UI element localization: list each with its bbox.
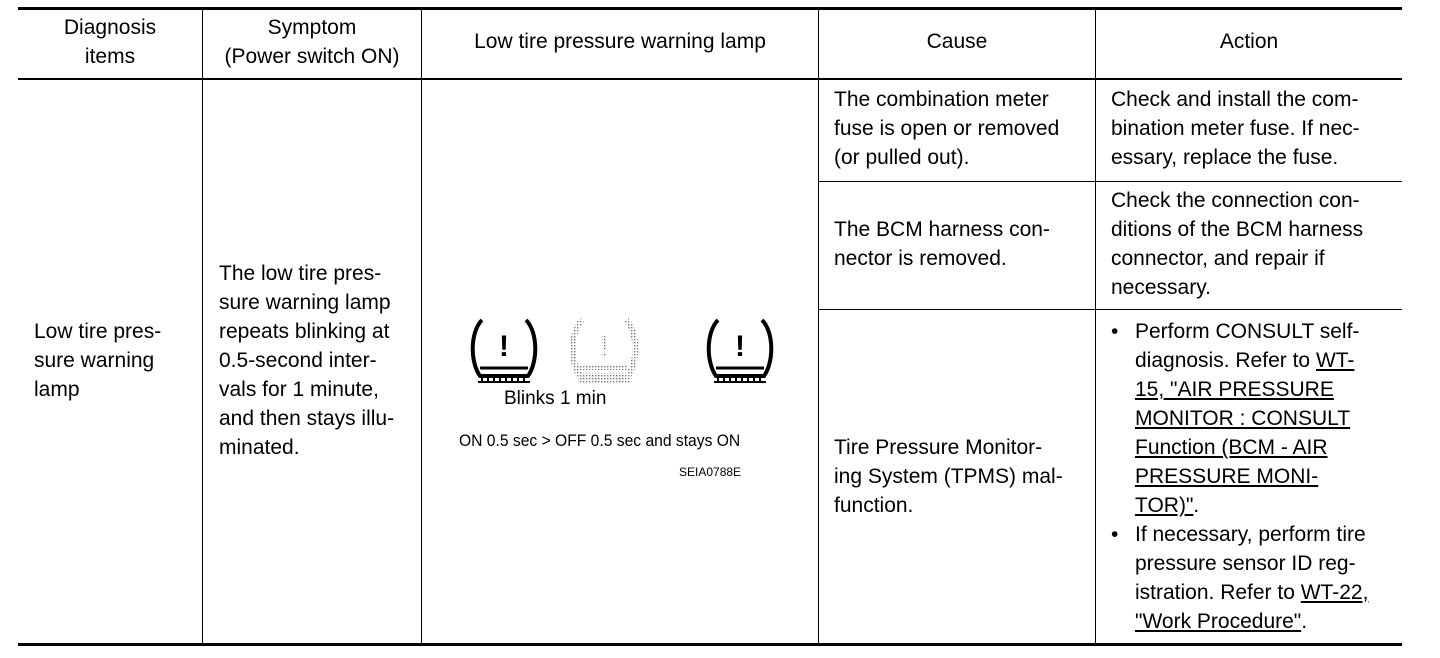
action-text: . [1301, 610, 1308, 633]
symptom-line: 0.5-second inter- [219, 349, 377, 372]
wt15-reference-link[interactable]: TOR)" [1135, 494, 1194, 517]
wt15-reference-link[interactable]: WT- [1315, 349, 1355, 372]
table-bottom-border [18, 643, 1402, 646]
header-symptom-line1: Symptom [267, 16, 357, 39]
column-divider-4 [1095, 8, 1096, 644]
tpms-lamp-off-mark: ! [599, 330, 609, 363]
diagnosis-item-line: sure warning [34, 349, 155, 372]
action-line: necessary. [1111, 276, 1211, 299]
action-bullet-1 [1111, 317, 1401, 520]
action-text: istration. Refer to [1135, 581, 1301, 604]
header-symptom-line2: (Power switch ON) [224, 45, 400, 68]
cause-row-1 [834, 85, 1092, 172]
bullet-mark: • [1111, 320, 1119, 343]
wt15-reference-link[interactable]: MONITOR : CONSULT [1135, 407, 1351, 430]
tpms-lamp-off-icon [573, 320, 636, 380]
action-text: pressure sensor ID reg- [1135, 552, 1356, 575]
action-text: diagnosis. Refer to [1135, 349, 1316, 372]
action-row-1 [1111, 85, 1401, 172]
column-divider-1 [202, 8, 203, 644]
action-text: Perform CONSULT self- [1135, 320, 1360, 343]
wt22-reference-link[interactable]: "Work Procedure" [1135, 610, 1302, 633]
row-divider-1 [818, 181, 1402, 182]
cause-line: function. [834, 494, 914, 517]
row-divider-2 [818, 309, 1402, 310]
header-diagnosis-line2: items [84, 45, 136, 68]
bullet-mark: • [1111, 523, 1119, 546]
column-divider-3 [818, 8, 819, 644]
header-lamp: Low tire pressure warning lamp [474, 30, 766, 53]
action-line: connector, and repair if [1111, 247, 1325, 270]
action-text: If necessary, perform tire [1135, 523, 1366, 546]
tpms-lamp-figure [422, 300, 818, 420]
symptom-line: and then stays illu- [219, 407, 395, 430]
header-bottom-border [18, 78, 1402, 80]
header-action: Action [1219, 30, 1279, 53]
action-line: ditions of the BCM harness [1111, 218, 1364, 241]
symptom-line: minated. [219, 436, 300, 459]
cause-line: fuse is open or removed [834, 117, 1060, 140]
table-top-border [18, 7, 1402, 10]
header-symptom [203, 13, 421, 71]
symptom-line: repeats blinking at [219, 320, 390, 343]
cause-line: nector is removed. [834, 247, 1007, 270]
header-diagnosis-line1: Diagnosis [63, 16, 157, 39]
symptom-line: vals for 1 minute, [219, 378, 379, 401]
header-diagnosis-items [18, 13, 202, 71]
tpms-lamp-stays-on-icon [709, 320, 772, 382]
cause-line: ing System (TPMS) mal- [834, 465, 1063, 488]
action-bullet-2 [1111, 520, 1401, 636]
cause-row-2 [834, 215, 1092, 273]
symptom-cell [219, 259, 419, 462]
diagnosis-item-line: Low tire pres- [34, 320, 162, 343]
wt22-reference-link[interactable]: WT-22, [1300, 581, 1369, 604]
action-row-3 [1111, 317, 1401, 636]
cause-line: The BCM harness con- [834, 218, 1050, 241]
action-line: essary, replace the fuse. [1111, 146, 1339, 169]
diagnosis-item-line: lamp [34, 378, 80, 401]
diagnosis-item-cell [34, 317, 200, 404]
wt15-reference-link[interactable]: PRESSURE MONI- [1135, 465, 1319, 488]
cause-line: Tire Pressure Monitor- [834, 436, 1043, 459]
tpms-lamp-stays-on-mark: ! [735, 330, 745, 363]
symptom-line: sure warning lamp [219, 291, 391, 314]
action-text: . [1193, 494, 1200, 517]
cause-line: (or pulled out). [834, 146, 970, 169]
wt15-reference-link[interactable]: Function (BCM - AIR [1135, 436, 1328, 459]
header-cause: Cause [926, 30, 988, 53]
symptom-line: The low tire pres- [219, 262, 382, 285]
tpms-lamp-on-icon [473, 320, 536, 382]
action-line: bination meter fuse. If nec- [1111, 117, 1360, 140]
tpms-lamp-on-mark: ! [499, 330, 509, 363]
action-line: Check and install the com- [1111, 88, 1359, 111]
figure-id: SEIA0788E [679, 465, 742, 479]
action-row-2 [1111, 186, 1401, 302]
sequence-label: ON 0.5 sec > OFF 0.5 sec and stays ON [459, 431, 741, 450]
blinks-label: Blinks 1 min [504, 388, 607, 409]
cause-row-3 [834, 433, 1092, 520]
cause-line: The combination meter [834, 88, 1049, 111]
action-line: Check the connection con- [1111, 189, 1360, 212]
wt15-reference-link[interactable]: 15, "AIR PRESSURE [1135, 378, 1334, 401]
